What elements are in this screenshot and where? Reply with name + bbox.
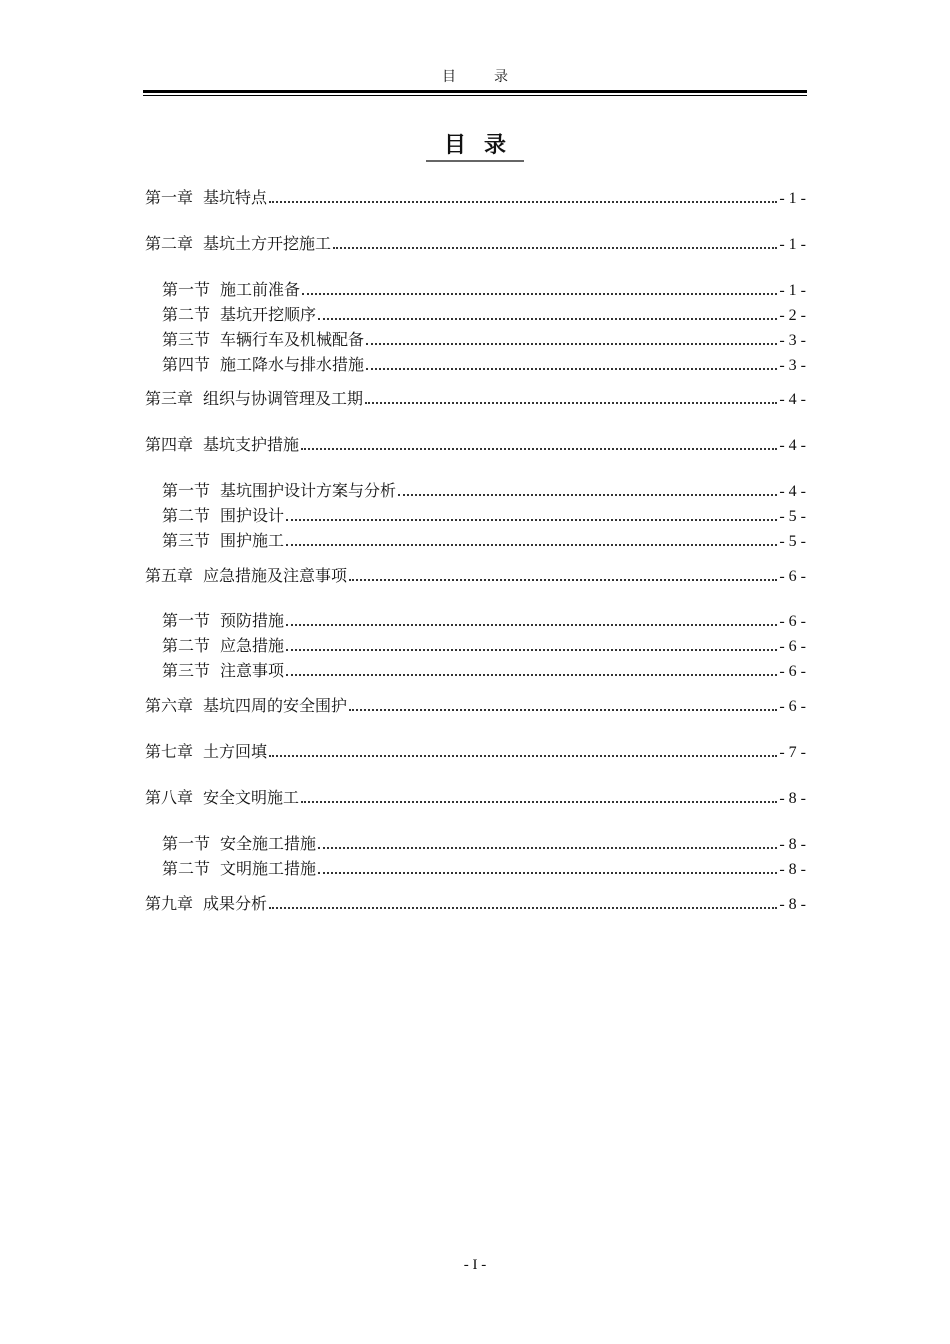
toc-entry-title: 文明施工措施 [220, 859, 317, 878]
header-rule-thick [143, 90, 807, 93]
toc-entry-title: 基坑土方开挖施工 [203, 234, 332, 253]
toc-entry-title: 围护设计 [220, 506, 285, 525]
toc-entry-title: 安全施工措施 [220, 834, 317, 853]
toc-entry-number: 第七章 [145, 742, 194, 761]
toc-dot-leader [286, 624, 777, 626]
toc-entry-page: - 4 - [779, 391, 806, 408]
toc-chapter-entry[interactable] [145, 565, 806, 587]
toc-entry-page: - 3 - [779, 332, 806, 349]
header-title: 目录 [442, 69, 546, 85]
toc-entry-number: 第一节 [162, 834, 211, 853]
toc-entry-page: - 4 - [779, 437, 806, 454]
toc-entry-page: - 1 - [779, 236, 806, 253]
toc-entry-number: 第九章 [145, 894, 194, 913]
toc-entry-number: 第三节 [162, 661, 211, 680]
toc-entry-number: 第三节 [162, 531, 211, 550]
toc-entry-page: - 4 - [779, 483, 806, 500]
toc-section-entry[interactable] [162, 480, 806, 502]
toc-entry-number: 第四章 [145, 435, 194, 454]
toc-entry-title: 基坑围护设计方案与分析 [220, 481, 397, 500]
toc-dot-leader [301, 801, 777, 803]
toc-entry-number: 第二节 [162, 859, 211, 878]
toc-entry-page: - 8 - [779, 896, 806, 913]
toc-entry-page: - 2 - [779, 307, 806, 324]
toc-entry-page: - 8 - [779, 836, 806, 853]
toc-dot-leader [333, 247, 777, 249]
toc-entry-number: 第一节 [162, 280, 211, 299]
toc-entry-page: - 1 - [779, 282, 806, 299]
toc-entry-page: - 6 - [779, 613, 806, 630]
toc-chapter-entry[interactable] [145, 695, 806, 717]
toc-dot-leader [286, 519, 777, 521]
toc-entry-title: 注意事项 [220, 661, 285, 680]
toc-entry-page: - 5 - [779, 508, 806, 525]
toc-entry-number: 第四节 [162, 355, 211, 374]
toc-dot-leader [365, 402, 777, 404]
toc-section-entry[interactable] [162, 530, 806, 552]
toc-entry-number: 第一章 [145, 188, 194, 207]
toc-entry-title: 车辆行车及机械配备 [220, 330, 365, 349]
toc-section-entry[interactable] [162, 858, 806, 880]
toc-entry-title: 土方回填 [203, 742, 268, 761]
toc-entry-page: - 6 - [779, 698, 806, 715]
toc-entry-number: 第一节 [162, 611, 211, 630]
toc-dot-leader [349, 709, 777, 711]
toc-entry-title: 预防措施 [220, 611, 285, 630]
toc-entry-number: 第五章 [145, 566, 194, 585]
toc-dot-leader [349, 579, 777, 581]
toc-title: 目录 [426, 132, 524, 162]
toc-entry-number: 第八章 [145, 788, 194, 807]
toc-dot-leader [318, 872, 777, 874]
toc-section-entry[interactable] [162, 329, 806, 351]
toc-entry-number: 第二节 [162, 506, 211, 525]
toc-entry-title: 基坑特点 [203, 188, 268, 207]
toc-entry-title: 成果分析 [203, 894, 268, 913]
toc-section-entry[interactable] [162, 304, 806, 326]
toc-entry-title: 施工前准备 [220, 280, 301, 299]
toc-dot-leader [318, 318, 777, 320]
toc-entry-page: - 6 - [779, 663, 806, 680]
toc-entry-number: 第一节 [162, 481, 211, 500]
toc-entry-number: 第六章 [145, 696, 194, 715]
toc-entry-title: 围护施工 [220, 531, 285, 550]
toc-section-entry[interactable] [162, 354, 806, 376]
toc-chapter-entry[interactable] [145, 233, 806, 255]
toc-dot-leader [302, 293, 777, 295]
toc-entry-page: - 5 - [779, 533, 806, 550]
toc-entry-title: 应急措施 [220, 636, 285, 655]
page-number: - I - [463, 1257, 487, 1273]
toc-entry-number: 第二章 [145, 234, 194, 253]
toc-section-entry[interactable] [162, 505, 806, 527]
toc-entry-number: 第三节 [162, 330, 211, 349]
toc-entry-page: - 6 - [779, 638, 806, 655]
toc-chapter-entry[interactable] [145, 893, 806, 915]
toc-dot-leader [269, 755, 777, 757]
toc-entry-number: 第三章 [145, 389, 194, 408]
toc-entry-title: 应急措施及注意事项 [203, 566, 348, 585]
toc-entry-title: 基坑开挖顺序 [220, 305, 317, 324]
toc-entry-title: 基坑支护措施 [203, 435, 300, 454]
toc-entry-page: - 8 - [779, 790, 806, 807]
toc-section-entry[interactable] [162, 279, 806, 301]
page-header [143, 68, 807, 98]
toc-dot-leader [366, 343, 777, 345]
toc-chapter-entry[interactable] [145, 434, 806, 456]
toc-title-wrap [0, 132, 950, 162]
toc-dot-leader [286, 649, 777, 651]
toc-entry-title: 基坑四周的安全围护 [203, 696, 348, 715]
toc-entry-number: 第二节 [162, 636, 211, 655]
toc-dot-leader [286, 674, 777, 676]
toc-section-entry[interactable] [162, 635, 806, 657]
toc-entry-page: - 1 - [779, 190, 806, 207]
toc-chapter-entry[interactable] [145, 787, 806, 809]
toc-entry-title: 施工降水与排水措施 [220, 355, 365, 374]
toc-dot-leader [398, 494, 777, 496]
toc-section-entry[interactable] [162, 833, 806, 855]
toc-chapter-entry[interactable] [145, 187, 806, 209]
toc-entry-number: 第二节 [162, 305, 211, 324]
toc-dot-leader [269, 907, 777, 909]
toc-section-entry[interactable] [162, 610, 806, 632]
toc-dot-leader [286, 544, 777, 546]
toc-dot-leader [269, 201, 777, 203]
header-rule-thin [143, 95, 807, 96]
toc-dot-leader [366, 368, 777, 370]
toc-entry-title: 组织与协调管理及工期 [203, 389, 364, 408]
toc-entry-title: 安全文明施工 [203, 788, 300, 807]
toc-entry-page: - 3 - [779, 357, 806, 374]
toc-dot-leader [318, 847, 777, 849]
toc-chapter-entry[interactable] [145, 388, 806, 410]
toc-chapter-entry[interactable] [145, 741, 806, 763]
toc-section-entry[interactable] [162, 660, 806, 682]
toc-entry-page: - 6 - [779, 568, 806, 585]
toc-dot-leader [301, 448, 777, 450]
toc-entry-page: - 8 - [779, 861, 806, 878]
toc-entry-page: - 7 - [779, 744, 806, 761]
